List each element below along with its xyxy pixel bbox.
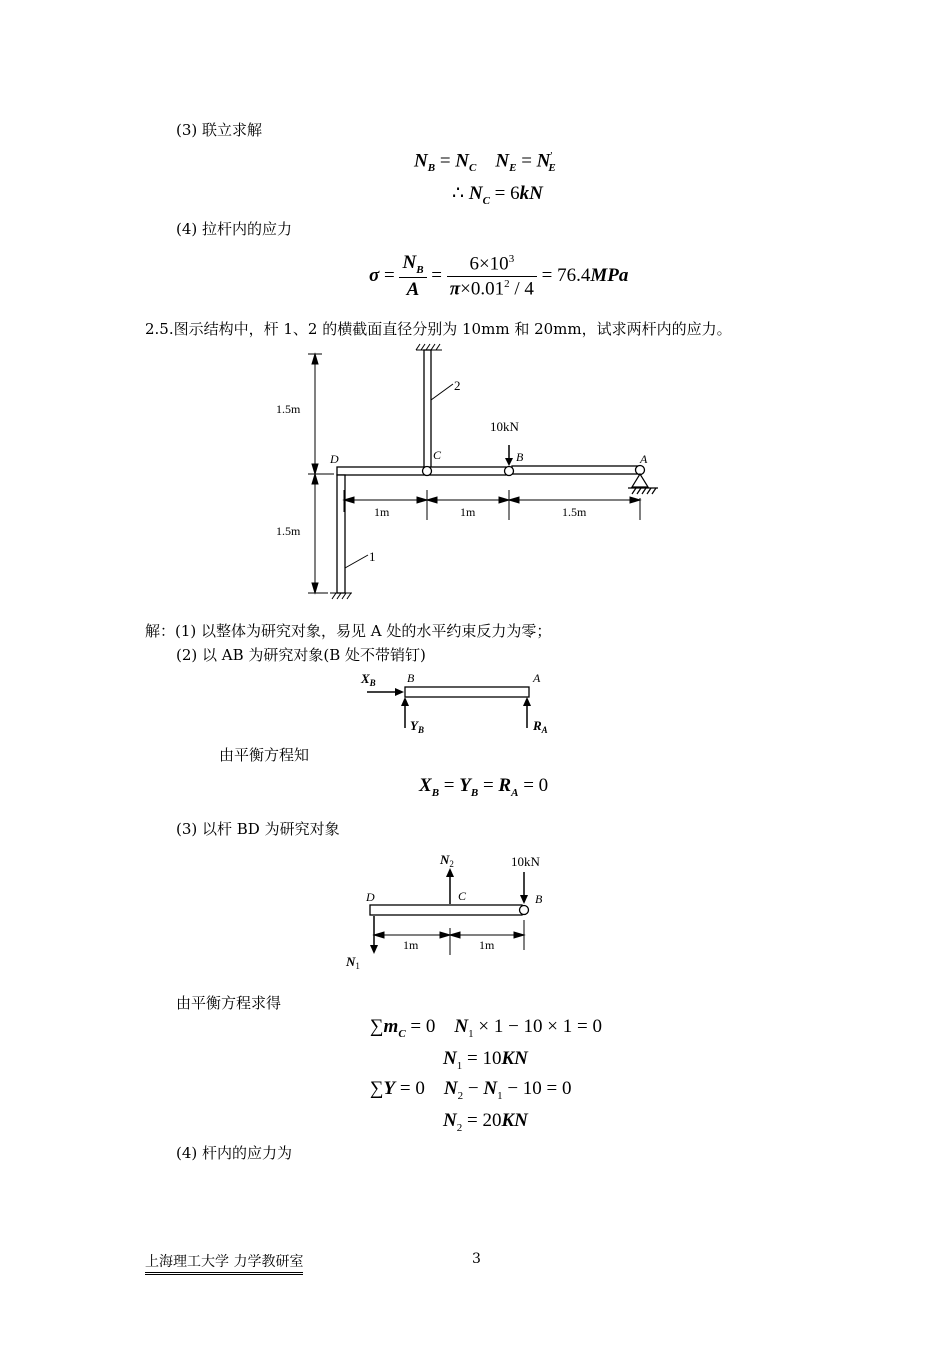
point-a-label: A [533,671,541,685]
footer-institution: 上海理工大学 力学教研室 [145,1251,303,1275]
equilibrium-note: 由平衡方程知 [219,746,310,764]
problem-statement: 2.5.图示结构中，杆 1、2 的横截面直径分别为 10mm 和 20mm，试求两杆内的应力。 [145,320,732,338]
xb-arrow [367,688,404,696]
dim-1-label: 1m [374,505,390,519]
equation-n2-result: $N_2 = 20KN$ [443,1110,528,1134]
yb-arrow [401,697,409,728]
ab-free-body-diagram [355,668,565,734]
pin-b [505,467,514,476]
dim-upper-label: 1.5m [276,402,301,416]
load-label: 10kN [511,854,540,869]
point-d-label: D [366,890,375,904]
equation-sum-y: ∑Y = 0 $N_2 - N_1 - 10 = 0$ [370,1078,572,1102]
pin-b [520,906,529,915]
load-arrow [520,872,528,904]
xb-label: $X_B$ [361,671,376,688]
n1-label: $N_1$ [346,954,360,971]
step-heading: (4) 拉杆内的应力 [176,220,293,238]
pin-support-a [628,474,658,494]
ra-label: $R_A$ [533,718,548,734]
equation-stress: σ = $\frac{N_B}{A}$ = $\frac{6\times 10^3}{\pi\times 0.01^2 / 4}$ = 76.4MPa [369,252,629,300]
bar-2 [424,350,431,468]
equation-ab-equilibrium: $X_B = Y_B = R_A = 0$ [419,775,549,799]
point-d-label: D [330,452,339,466]
point-b-label: B [535,892,543,906]
solution-step-2: (2) 以 AB 为研究对象(B 处不带销钉) [176,646,426,664]
ra-arrow [523,697,531,728]
point-c-label: C [433,448,442,462]
vertical-dimension [308,354,334,593]
bd-dimension [374,920,524,955]
page-number: 3 [472,1251,481,1267]
dim-2-label: 1m [460,505,476,519]
equation-n1-result: $N_1 = 10KN$ [443,1048,528,1072]
point-b-label: B [407,671,415,685]
solution-step-3: (3) 以杆 BD 为研究对象 [176,820,340,838]
load-label: 10kN [490,419,519,434]
bar-1-label: 1 [369,549,376,564]
top-support-hatch [416,344,442,350]
bd-free-body-diagram [340,850,570,975]
beam-ab [405,687,529,697]
beam-bd [370,905,522,915]
equation-moment-c: $\sum m_C = 0$ $N_1 \times 1 - 10 \times 1 = 0$ [370,1016,602,1040]
point-c-label: C [458,889,467,903]
solution-step-1: 解：(1) 以整体为研究对象，易见 A 处的水平约束反力为零； [145,622,552,640]
equation-nc-result: ∴ $N_C = 6kN$ [452,183,543,207]
point-a-label: A [640,452,648,466]
n2-label: $N_2$ [440,852,454,869]
yb-label: $Y_B$ [410,718,424,734]
dim-2-label: 1m [479,938,495,952]
dim-3-label: 1.5m [562,505,587,519]
dim-1-label: 1m [403,938,419,952]
bottom-support-hatch [330,593,352,599]
structure-diagram [270,340,670,610]
pin-c [423,467,432,476]
point-b-label: B [516,450,524,464]
load-arrow [505,445,513,466]
bar-2-label: 2 [454,378,461,393]
equation-nb-nc: $N_B = N_C$ $N_E = N'_E$ [414,150,556,175]
beam-db [337,467,506,475]
step-heading: (3) 联立求解 [176,121,263,139]
dim-lower-label: 1.5m [276,524,301,538]
solution-step-4: (4) 杆内的应力为 [176,1144,293,1162]
equilibrium-solve-note: 由平衡方程求得 [176,994,282,1012]
beam-ba [512,466,640,474]
n2-arrow [446,868,454,904]
